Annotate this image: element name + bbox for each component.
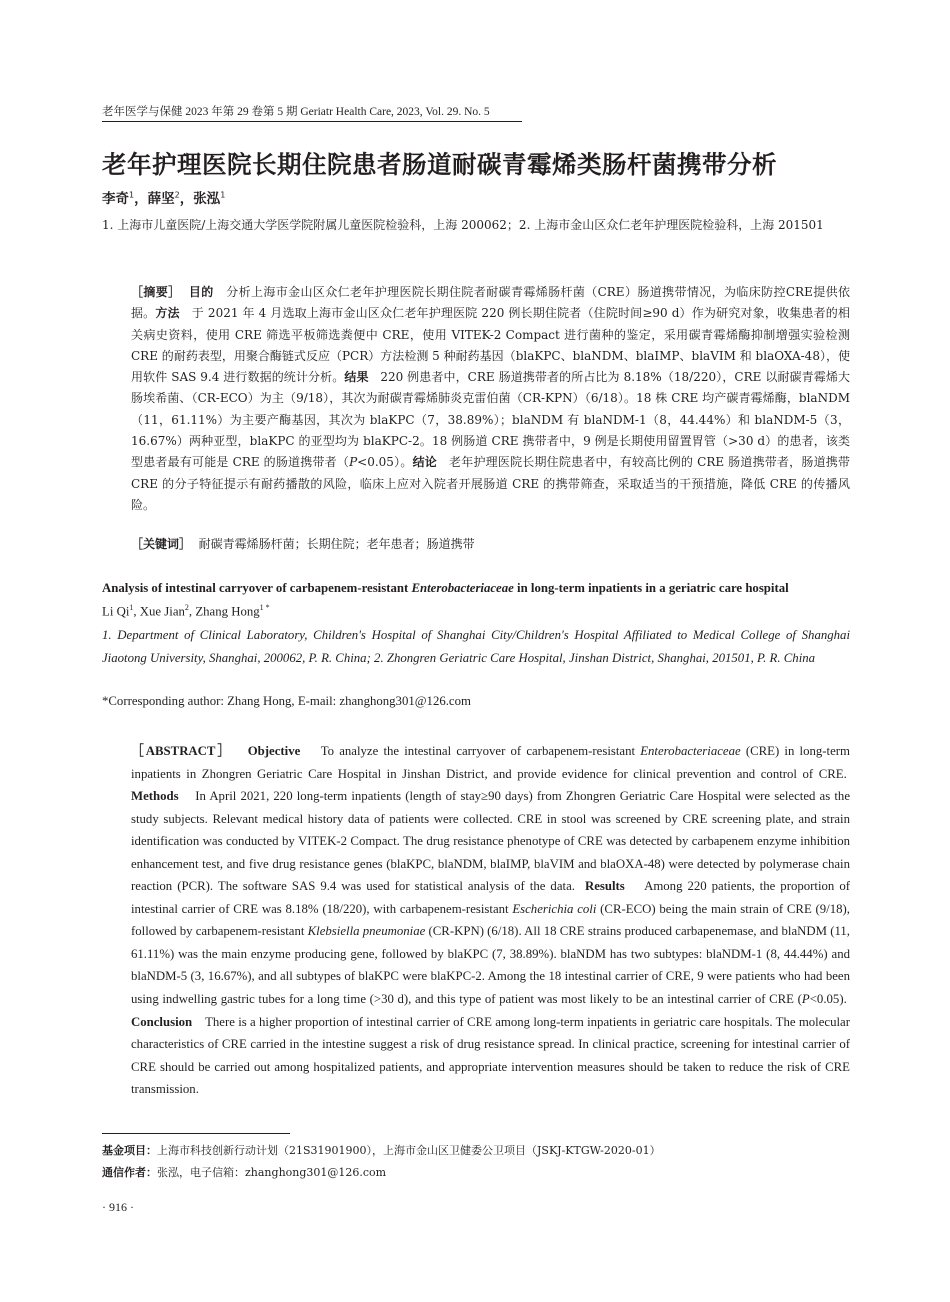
title-part: in long-term inpatients in a geriatric care hospital [513,581,789,595]
title-part: Analysis of intestinal carryover of carbapenem-resistant [102,581,412,595]
author-affil-mark: 1 * [259,603,270,612]
author-list-en [102,603,270,619]
corresponding-text: 张泓，电子信箱：zhanghong301@126.com [157,1166,387,1179]
corresponding-author-en: *Corresponding author: Zhang Hong, E-mail: zhanghong301@126.com [102,694,471,708]
author-separator: ， [179,191,194,207]
funding-footnote [102,1142,661,1158]
results-text: Among 220 patients, the proportion of intestinal carrier of CRE was 8.18% (18/220), with carbapenem-resistant [131,879,850,916]
objective-text: (CRE) in long-term inpatients in Zhongren Geriatric Care Hospital in Jinshan District, and provide evidence for clinical prevention and control of CRE. [131,744,850,781]
results-text-end: <0.05）。 [357,455,413,470]
author-separator: ， [134,191,148,207]
footnote-rule [102,1133,290,1134]
article-title-en [102,581,862,596]
keywords-cn [131,534,850,555]
funding-label: 基金项目： [102,1144,157,1157]
keywords-text: 耐碳青霉烯肠杆菌；长期住院；老年患者；肠道携带 [198,537,475,551]
running-head: 老年医学与保健 2023 年第 29 卷第 5 期 Geriatr Health Care, 2023, Vol. 29. No. 5 [102,106,490,118]
article-title-cn: 老年护理医院长期住院患者肠道耐碳青霉烯类肠杆菌携带分析 [102,150,777,179]
methods-text: 于 2021 年 4 月选取上海市金山区众仁老年护理医院 220 例长期住院者（住院时间≥90 d）作为研究对象，收集患者的相关病史资料，使用 CRE 筛选平板筛选粪便中 CRE，使用 VITEK-2 Compact 进行菌种的鉴定，采用碳青霉烯酶抑制增强实验检测 CRE 的耐药表型，用聚合酶链式反应（PCR）方法检测 5 种耐药基因（blaKPC、blaNDM、blaIMP、blaVIM 和 blaOXA-48），使用软件 SAS 9.4 进行数据的统计分析。 [131,306,850,385]
affiliation-en: 1. Department of Clinical Laboratory, Children's Hospital of Shanghai City/Children's Hospital Affiliated to Medical College of Shanghai Jiaotong University, Shanghai, 200062, P. R. China; 2. Zhongren Geriatric Care Hospital, Jinshan District, Shanghai, 201501, P. R. China [102,628,850,665]
header-rule [102,121,522,122]
conclusion-text: There is a higher proportion of intestinal carrier of CRE among long-term inpatients in geriatric care hospitals. The molecular characteristics of CRE carried in the intestine suggest a risk of drug resistance spread. In clinical practice, screening for intestinal carrier of CRE should be carried out among hospitalized patients, and appropriate intervention measures should be taken to reduce the risk of CRE transmission. [131,1014,850,1097]
corresponding-footnote [102,1164,386,1180]
page-number: · 916 · [102,1200,134,1214]
author-affil-mark: 2 [184,603,189,612]
objective-text: 分析上海市金山区众仁老年护理医院长期住院者耐碳青霉烯肠杆菌（CRE）肠道携带情况，为临床防控CRE提供依据。 [131,285,850,321]
abstract-en [131,740,850,1101]
author-list-cn [102,187,225,207]
author-name: 张泓 [193,191,221,207]
results-label: 结果 [344,370,369,385]
abstract-label: ［ABSTRACT］ [131,744,233,758]
author-name: Li Qi [102,604,130,619]
objective-label: 目的 [188,285,214,299]
methods-text: In April 2021, 220 long-term inpatients (length of stay≥90 days) from Zhongren Geriatric Care Hospital were selected as the study subjects. Relevant medical history data of patients were collected. CRE in stool was screened by CRE screening plate, and strain identification was conducted by VITEK-2 Compact. The drug resistance phenotype of CRE was detected by carbapenem enzyme inhibition enhancement test, and five drug resistance genes (blaKPC, blaNDM, blaIMP, blaVIM and blaOXA-48) were detected by polymerase chain reaction (PCR). The software SAS 9.4 was used for statistical analysis of the data. [131,789,850,894]
methods-label: 方法 [155,306,180,321]
author-separator: , [133,604,140,619]
author-affil-mark: 1 [129,603,134,612]
corresponding-label: 通信作者： [102,1166,157,1179]
objective-text: To analyze the intestinal carryover of carbapenem-resistant [320,744,641,758]
conclusion-label: Conclusion [131,1014,193,1029]
results-text: (CR-ECO) being the main strain of CRE (9/18), followed by carbapenem-resistant [131,901,850,939]
italic-term: Enterobacteriaceae [640,744,741,758]
author-affil-mark: 2 [174,190,180,200]
results-text: 220 例患者中，CRE 肠道携带者的所占比为 8.18%（18/220），CRE 以耐碳青霉烯大肠埃希菌、（CR-ECO）为主（9/18），其次为耐碳青霉烯肺炎克雷伯菌（CR-KPN）（6/18）。18 株 CRE 均产碳青霉烯酶，blaNDM（11，61.11%）为主要产酶基因，其次为 blaKPC（7，38.89%）；blaNDM 有 blaNDM-1（8，44.44%）和 blaNDM-5（3，16.67%）两种亚型，blaKPC 的亚型均为 blaKPC-2。18 例肠道 CRE 携带者中，9 例是长期使用留置胃管（>30 d）的患者，该类型患者最有可能是 CRE 的肠道携带者（ [131,370,850,470]
author-name: 李奇 [102,191,129,207]
author-name: 薛坚 [147,191,175,207]
italic-term: Klebsiella pneumoniae [307,924,426,939]
funding-text: 上海市科技创新行动计划（21S31901900），上海市金山区卫健委公卫项目（JSKJ-KTGW-2020-01） [157,1144,661,1157]
title-italic-term: Enterobacteriaceae [411,581,514,595]
conclusion-label: 结论 [412,455,437,470]
p-value-symbol: P [801,992,810,1007]
conclusion-text: 老年护理医院长期住院患者中，有较高比例的 CRE 肠道携带者，肠道携带 CRE 的分子特征提示有耐药播散的风险，临床上应对入院者开展肠道 CRE 的携带筛查，采取适当的干预措施，降低 CRE 的传播风险。 [131,455,850,512]
affiliation-cn: 1. 上海市儿童医院/上海交通大学医学院附属儿童医院检验科，上海 200062；2. 上海市金山区众仁老年护理医院检验科，上海 201501 [102,218,824,232]
italic-term: Escherichia coli [512,901,597,916]
abstract-cn [131,282,850,516]
author-affil-mark: 1 [220,190,226,200]
p-value-symbol: P [349,455,358,470]
objective-label: Objective [247,744,301,758]
keywords-label: ［关键词］ [131,537,192,551]
author-affil-mark: 1 [129,190,135,200]
author-name: Xue Jian [139,604,185,619]
author-separator: , [188,604,196,619]
author-name: Zhang Hong [195,604,260,619]
results-label: Results [584,879,625,894]
abstract-label: ［摘要］ [131,285,181,299]
methods-label: Methods [131,789,179,804]
results-text-end: <0.05). [809,992,847,1007]
results-text: (CR-KPN) (6/18). All 18 CRE strains produced carbapenemase, and blaNDM (11, 61.11%) was the main enzyme producing gene, followed by blaKPC (7, 38.89%). blaNDM has two subtypes: blaNDM-1 (8, 44.44%) and blaNDM-5 (3, 16.67%), and all subtypes of blaKPC were blaKPC-2. Among the 18 intestinal carrier of CRE, 9 were patients who had been using indwelling gastric tubes for a long time (>30 d), and this type of patient was most likely to be an intestinal carrier of CRE ( [131,924,851,1007]
